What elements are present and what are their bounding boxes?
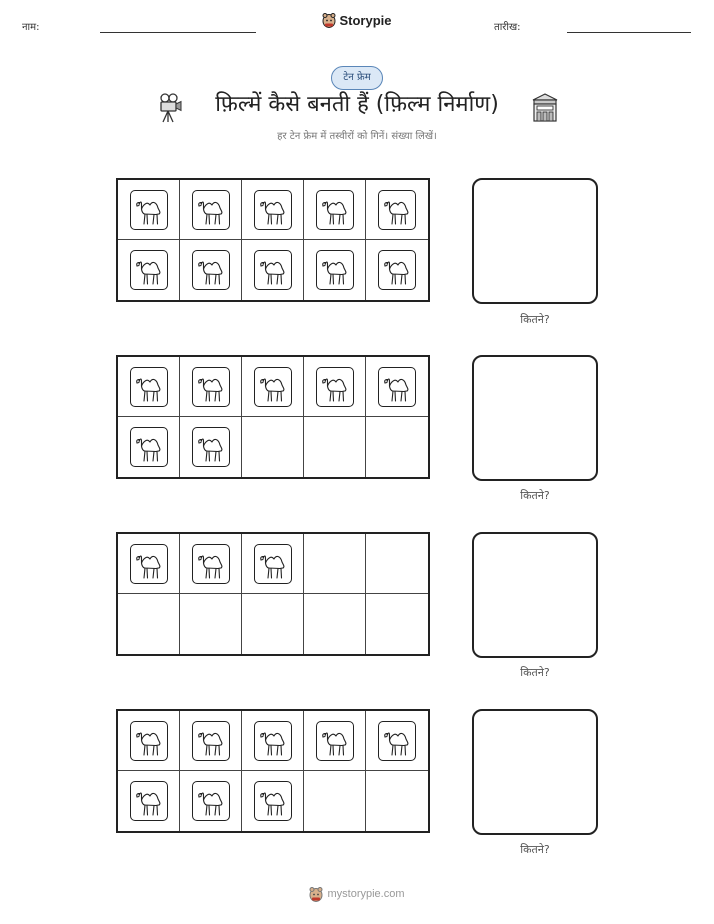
camel-icon [316,367,354,407]
name-line[interactable] [100,32,256,33]
camel-icon [130,367,168,407]
cinema-building-icon [531,93,559,123]
ten-frame-4 [116,709,430,833]
brand [0,12,714,32]
ten-frame-cell [304,240,366,300]
ten-frame-cell [180,594,242,654]
ten-frame-cell [180,180,242,240]
ten-frame-cell [118,240,180,300]
camel-icon [130,190,168,230]
topic-tag: टेन फ्रेम [331,66,383,90]
camel-icon [316,250,354,290]
camel-icon [254,250,292,290]
camel-icon [254,781,292,821]
ten-frame-cell [118,534,180,594]
page-title: फ़िल्में कैसे बनती हैं (फ़िल्म निर्माण) [215,92,499,117]
ten-frame-cell [366,180,428,240]
answer-label-3: कितने? [520,666,550,679]
ten-frame-1 [116,178,430,302]
ten-frame-cell [242,534,304,594]
answer-box-2[interactable] [472,355,598,481]
ten-frame-cell [180,357,242,417]
ten-frame-cell [242,180,304,240]
answer-box-1[interactable] [472,178,598,304]
camel-icon [192,781,230,821]
camel-icon [378,190,416,230]
ten-frame-cell [180,711,242,771]
camel-icon [130,781,168,821]
ten-frame-cell [242,771,304,831]
instructions: हर टेन फ्रेम में तस्वीरों को गिनें। संख्या लिखें। [277,131,437,142]
camel-icon [254,544,292,584]
ten-frame-3 [116,532,430,656]
ten-frame-cell [304,594,366,654]
ten-frame-cell [366,417,428,477]
camel-icon [192,544,230,584]
ten-frame-cell [242,240,304,300]
camel-icon [130,250,168,290]
ten-frame-cell [118,417,180,477]
movie-camera-icon [157,93,183,123]
camel-icon [378,721,416,761]
answer-label-4: कितने? [520,843,550,856]
ten-frame-cell [180,417,242,477]
ten-frame-cell [118,180,180,240]
ten-frame-cell [242,357,304,417]
ten-frame-cell [366,534,428,594]
ten-frame-cell [180,771,242,831]
camel-icon [254,190,292,230]
answer-box-3[interactable] [472,532,598,658]
camel-icon [192,250,230,290]
answer-box-4[interactable] [472,709,598,835]
ten-frame-cell [366,711,428,771]
answer-label-2: कितने? [520,489,550,502]
storypie-logo-icon [322,12,336,28]
camel-icon [192,367,230,407]
ten-frame-cell [366,240,428,300]
ten-frame-cell [304,357,366,417]
camel-icon [254,367,292,407]
ten-frame-cell [304,771,366,831]
ten-frame-cell [304,417,366,477]
date-label: तारीख: [494,22,521,33]
camel-icon [130,721,168,761]
camel-icon [254,721,292,761]
ten-frame-cell [304,534,366,594]
ten-frame-cell [242,594,304,654]
camel-icon [378,250,416,290]
ten-frame-2 [116,355,430,479]
ten-frame-cell [118,711,180,771]
camel-icon [316,190,354,230]
answer-label-1: कितने? [520,313,550,326]
ten-frame-cell [242,417,304,477]
ten-frame-cell [366,594,428,654]
camel-icon [130,427,168,467]
ten-frame-cell [366,357,428,417]
brand-name: Storypie [339,12,392,28]
footer [0,886,714,906]
ten-frame-cell [304,180,366,240]
ten-frame-cell [118,594,180,654]
storypie-logo-icon [309,886,323,902]
camel-icon [316,721,354,761]
camel-icon [130,544,168,584]
date-line[interactable] [567,32,691,33]
ten-frame-cell [180,534,242,594]
camel-icon [378,367,416,407]
ten-frame-cell [304,711,366,771]
name-label: नाम: [22,22,40,33]
ten-frame-cell [118,771,180,831]
footer-url: mystorypie.com [327,888,405,900]
ten-frame-cell [180,240,242,300]
camel-icon [192,190,230,230]
ten-frame-cell [366,771,428,831]
camel-icon [192,721,230,761]
ten-frame-cell [118,357,180,417]
ten-frame-cell [242,711,304,771]
camel-icon [192,427,230,467]
